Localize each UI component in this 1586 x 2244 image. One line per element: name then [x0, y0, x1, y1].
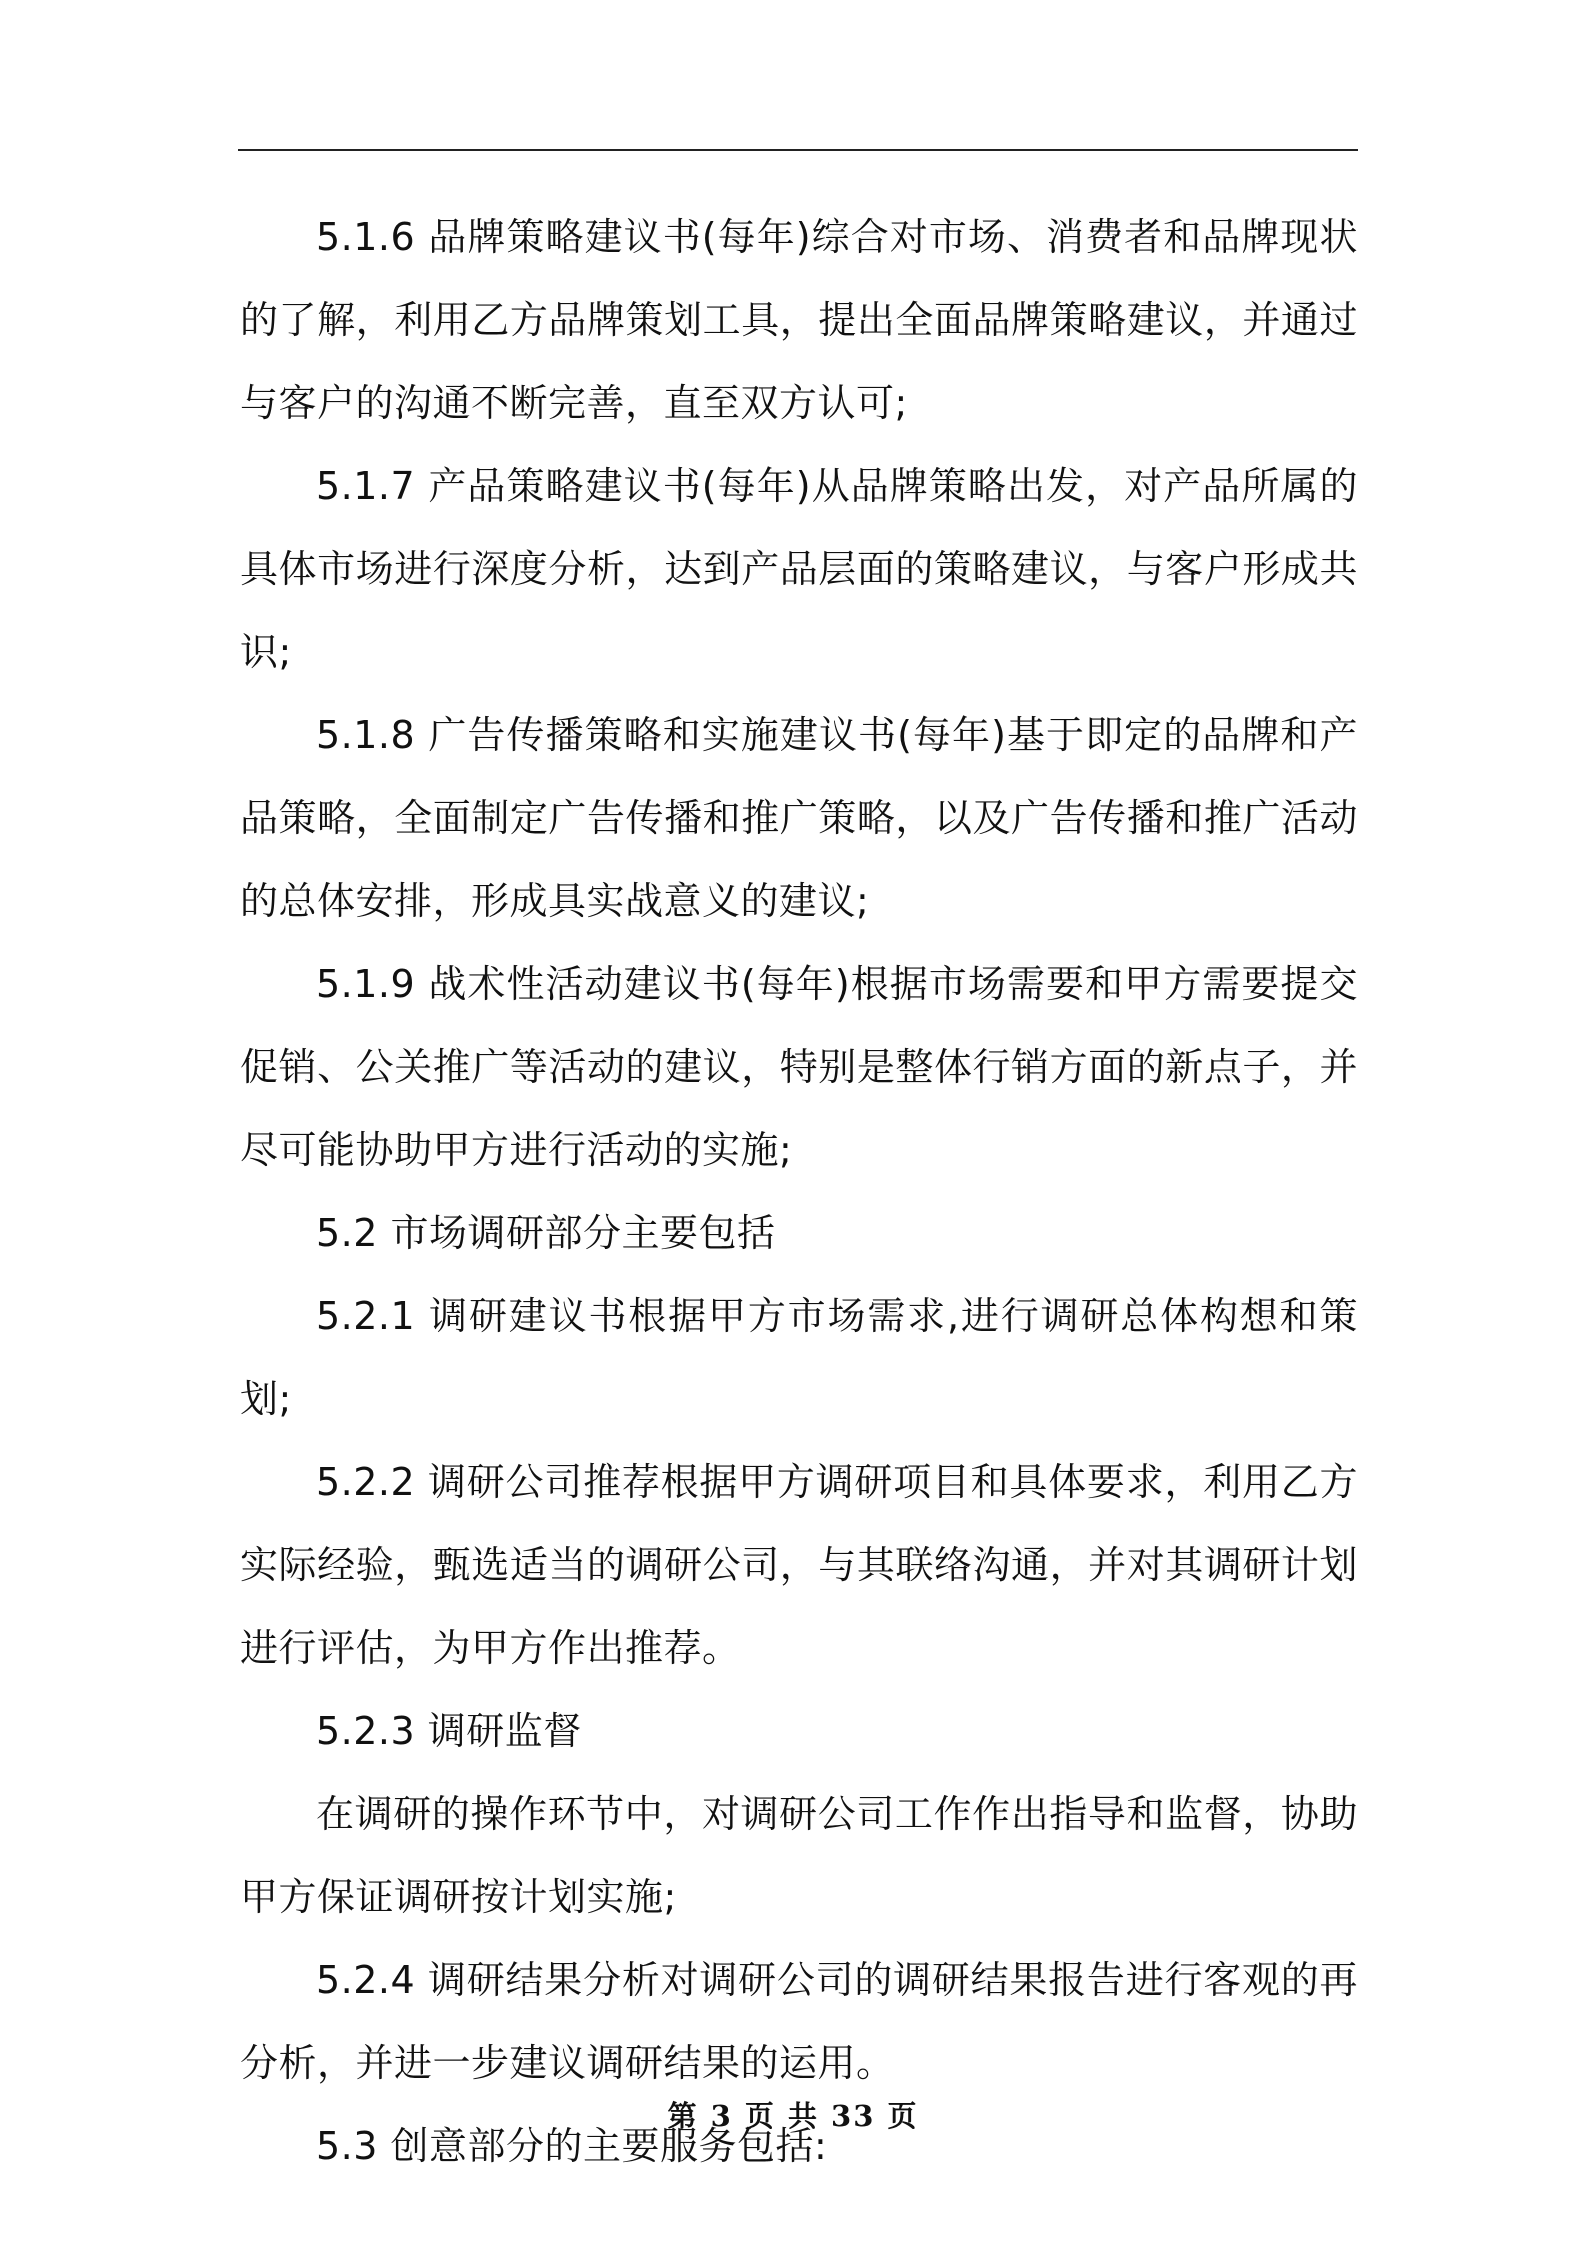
page-number-label: 第 3 页 共 33 页	[667, 2099, 919, 2133]
section-heading-5-2-3: 5.2.3 调研监督	[316, 1709, 582, 1753]
document-body	[240, 196, 1358, 2188]
paragraph-5-1-6: 5.1.6 品牌策略建议书(每年)综合对市场、消费者和品牌现状的了解，利用乙方品牌策划工具，提出全面品牌策略建议，并通过与客户的沟通不断完善，直至双方认可;	[240, 215, 1358, 425]
paragraph-5-1-9: 5.1.9 战术性活动建议书(每年)根据市场需要和甲方需要提交促销、公关推广等活动的建议，特别是整体行销方面的新点子，并尽可能协助甲方进行活动的实施;	[240, 962, 1358, 1172]
paragraph-5-1-8: 5.1.8 广告传播策略和实施建议书(每年)基于即定的品牌和产品策略，全面制定广告传播和推广策略，以及广告传播和推广活动的总体安排，形成具实战意义的建议;	[240, 713, 1358, 923]
section-heading-5-2: 5.2 市场调研部分主要包括	[316, 1211, 776, 1255]
paragraph-5-2-4: 5.2.4 调研结果分析对调研公司的调研结果报告进行客观的再分析，并进一步建议调研结果的运用。	[240, 1958, 1358, 2085]
page-footer	[0, 2094, 1586, 2135]
paragraph-5-1-7: 5.1.7 产品策略建议书(每年)从品牌策略出发，对产品所属的具体市场进行深度分析，达到产品层面的策略建议，与客户形成共识;	[240, 464, 1358, 674]
header-rule	[238, 149, 1358, 151]
section-heading-5-3: 5.3 创意部分的主要服务包括:	[316, 2124, 828, 2168]
paragraph-5-2-2: 5.2.2 调研公司推荐根据甲方调研项目和具体要求，利用乙方实际经验，甄选适当的调研公司，与其联络沟通，并对其调研计划进行评估，为甲方作出推荐。	[240, 1460, 1358, 1670]
paragraph-5-2-1: 5.2.1 调研建议书根据甲方市场需求,进行调研总体构想和策划;	[240, 1294, 1358, 1421]
paragraph-5-2-3-body: 在调研的操作环节中，对调研公司工作作出指导和监督，协助甲方保证调研按计划实施;	[240, 1792, 1358, 1919]
